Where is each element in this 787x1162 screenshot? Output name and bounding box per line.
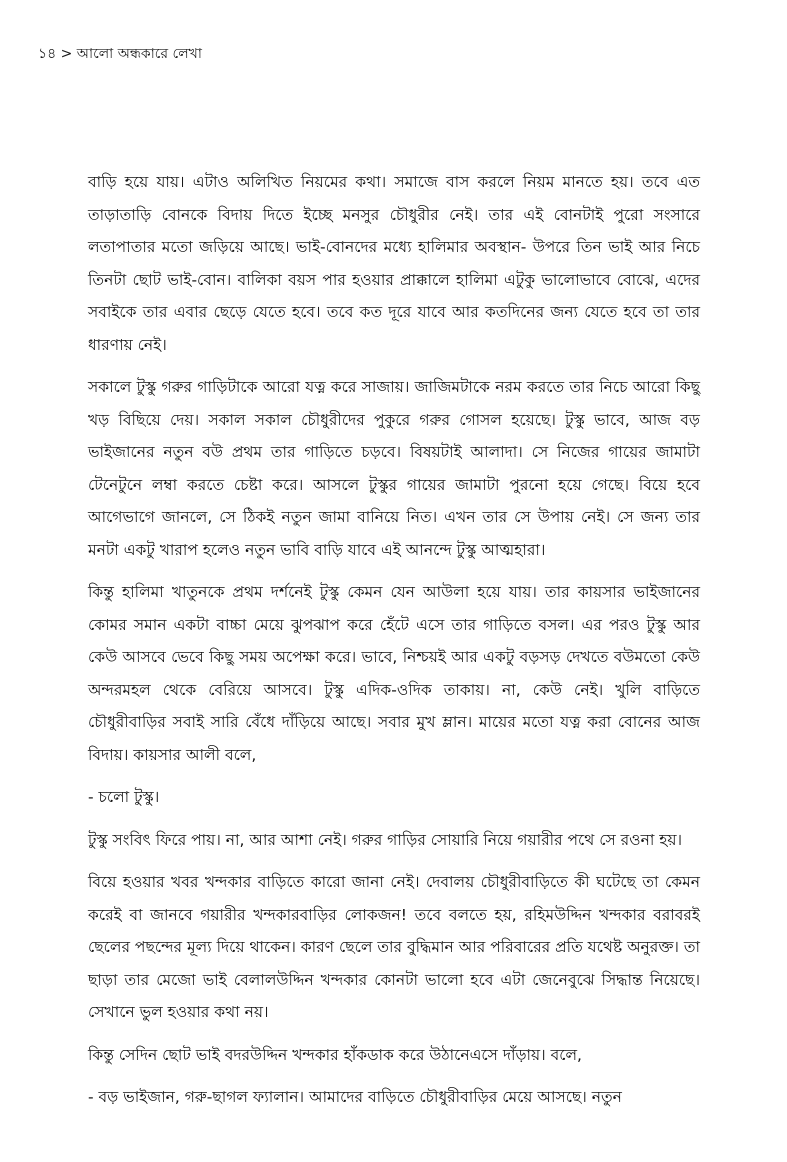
page-body xyxy=(88,166,700,1124)
paragraph: বাড়ি হয়ে যায়। এটাও অলিখিত নিয়মের কথা। সমাজে বাস করলে নিয়ম মানতে হয়। তবে এত তাড়াতাড়ি বোনকে বিদায় দিতে ইচ্ছে মনসুর চৌধুরীর নেই। তার এই বোনটাই পুরো সংসারে লতাপাতার মতো জড়িয়ে আছে। ভাই-বোনদের মধ্যে হালিমার অবস্থান- উপরে তিন ভাই আর নিচে তিনটা ছোট ভাই-বোন। বালিকা বয়স পার হওয়ার প্রাক্কালে হালিমা এটুকু ভালোভাবে বোঝে, এদের সবাইকে তার এবার ছেড়ে যেতে হবে। তবে কত দূরে যাবে আর কতদিনের জন্য যেতে হবে তা তার ধারণায় নেই। xyxy=(88,173,700,354)
paragraph: সকালে টুস্কু গরুর গাড়িটাকে আরো যত্ন করে সাজায়। জাজিমটাকে নরম করতে তার নিচে আরো কিছু খড় বিছিয়ে দেয়। সকাল সকাল চৌধুরীদের পুকুরে গরুর গোসল হয়েছে। টুস্কু ভাবে, আজ বড় ভাইজানের নতুন বউ প্রথম তার গাড়িতে চড়বে। বিষয়টাই আলাদা। সে নিজের গায়ের জামাটা টেনেটুনে লম্বা করতে চেষ্টা করে। আসলে টুস্কুর গায়ের জামাটা পুরনো হয়ে গেছে। বিয়ে হবে আগেভাগে জানলে, সে ঠিকই নতুন জামা বানিয়ে নিত। এখন তার সে উপায় নেই। সে জন্য তার মনটা একটু খারাপ হলেও নতুন ভাবি বাড়ি যাবে এই আনন্দে টুস্কু আত্মহারা। xyxy=(88,378,700,559)
paragraph: - বড় ভাইজান, গরু-ছাগল ফ্যালান। আমাদের বাড়িতে চৌধুরীবাড়ির মেয়ে আসছে। নতুন xyxy=(88,1088,622,1106)
paragraph: টুস্কু সংবিৎ ফিরে পায়। না, আর আশা নেই। গরুর গাড়ির সোয়ারি নিয়ে গয়ারীর পথে সে রওনা হয়। xyxy=(88,830,683,849)
paragraph: বিয়ে হওয়ার খবর খন্দকার বাড়িতে কারো জানা নেই। দেবালয় চৌধুরীবাড়িতে কী ঘটেছে তা কেমন করেই বা জানবে গয়ারীর খন্দকারবাড়ির লোকজন! তবে বলতে হয়, রহিমউদ্দিন খন্দকার বরাবরই ছেলের পছন্দের মূল্য দিয়ে থাকেন। কারণ ছেলে তার বুদ্ধিমান আর পরিবারের প্রতি যথেষ্ট অনুরক্ত। তা ছাড়া তার মেজো ভাই বেলালউদ্দিন খন্দকার কোনটা ভালো হবে এটা জেনেবুঝে সিদ্ধান্ত নিয়েছে। সেখানে ভুল হওয়ার কথা নয়। xyxy=(88,873,700,1021)
running-head: ১৪ > আলো অন্ধকারে লেখা xyxy=(38,46,202,62)
paragraph: কিন্তু সেদিন ছোট ভাই বদরউদ্দিন খন্দকার হাঁকডাক করে উঠানেএসে দাঁড়ায়। বলে, xyxy=(88,1045,582,1064)
paragraph: - চলো টুস্কু। xyxy=(88,788,160,806)
paragraph: কিন্তু হালিমা খাতুনকে প্রথম দর্শনেই টুস্কু কেমন যেন আউলা হয়ে যায়। তার কায়সার ভাইজানের কোমর সমান একটা বাচ্চা মেয়ে ঝুপঝাপ করে হেঁটে এসে তার গাড়িতে বসল। এর পরও টুস্কু আর কেউ আসবে ভেবে কিছু সময় অপেক্ষা করে। ভাবে, নিশ্চয়ই আর একটু বড়সড় দেখতে বউমতো কেউ অন্দরমহল থেকে বেরিয়ে আসবে। টুস্কু এদিক-ওদিক তাকায়। না, কেউ নেই। খুলি বাড়িতে চৌধুরীবাড়ির সবাই সারি বেঁধে দাঁড়িয়ে আছে। সবার মুখ ম্লান। মায়ের মতো যত্ন করা বোনের আজ বিদায়। কায়সার আলী বলে, xyxy=(88,583,700,764)
